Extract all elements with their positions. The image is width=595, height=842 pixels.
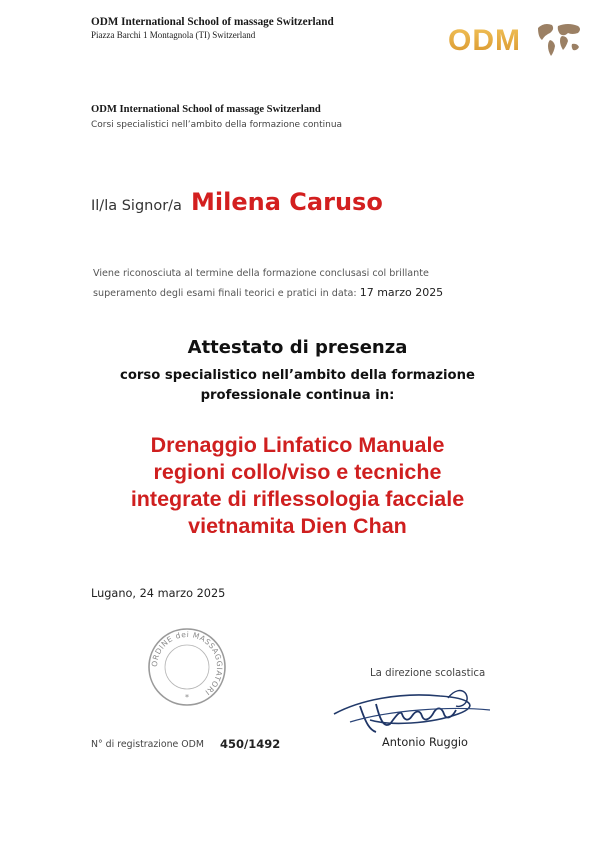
association-stamp	[146, 626, 228, 708]
registration-label: N° di registrazione ODM	[91, 739, 204, 750]
subheader-description: Corsi specialistici nell’ambito della formazione continua	[91, 120, 343, 130]
stamp-text: ORDINE dei MASSAGGIATORI	[149, 629, 225, 698]
world-map-icon	[538, 24, 580, 56]
course-line: integrate di riflessologia facciale	[130, 487, 465, 511]
odm-logo	[446, 18, 584, 60]
logo-text: ODM	[448, 24, 521, 57]
signature-label: La direzione scolastica	[370, 668, 486, 679]
header-address: Piazza Barchi 1 Montagnola (TI) Switzerland	[91, 30, 256, 40]
course-line: regioni collo/viso e tecniche	[153, 460, 442, 484]
recipient-row	[91, 188, 383, 216]
subheader-school-name: ODM International School of massage Switzerland	[91, 104, 321, 115]
header-school-name: ODM International School of massage Switzerland	[91, 16, 334, 28]
director-name: Antonio Ruggio	[382, 736, 468, 749]
certificate-subtitle-line-2: professionale continua in:	[200, 388, 395, 403]
certificate-title: Attestato di presenza	[187, 337, 408, 358]
exam-date: 17 marzo 2025	[359, 286, 444, 299]
recognition-line-2-text: superamento degli esami finali teorici e pratici in data:	[93, 288, 357, 299]
course-line: Drenaggio Linfatico Manuale	[150, 433, 445, 457]
place-date: Lugano, 24 marzo 2025	[91, 587, 226, 600]
stamp-star: *	[185, 693, 189, 702]
course-name	[0, 432, 595, 540]
recognition-line-1: Viene riconosciuta al termine della formazione conclusasi col brillante	[93, 268, 429, 279]
handwritten-signature	[330, 680, 500, 740]
certificate-subtitle	[0, 366, 595, 406]
certificate-subtitle-line-1: corso specialistico nell’ambito della formazione	[120, 368, 475, 383]
recognition-line-2	[93, 286, 443, 299]
course-line: vietnamita Dien Chan	[188, 514, 407, 538]
recipient-name: Milena Caruso	[191, 188, 383, 216]
recipient-label: Il/la Signor/a	[91, 198, 182, 214]
registration-number: 450/1492	[220, 737, 281, 751]
